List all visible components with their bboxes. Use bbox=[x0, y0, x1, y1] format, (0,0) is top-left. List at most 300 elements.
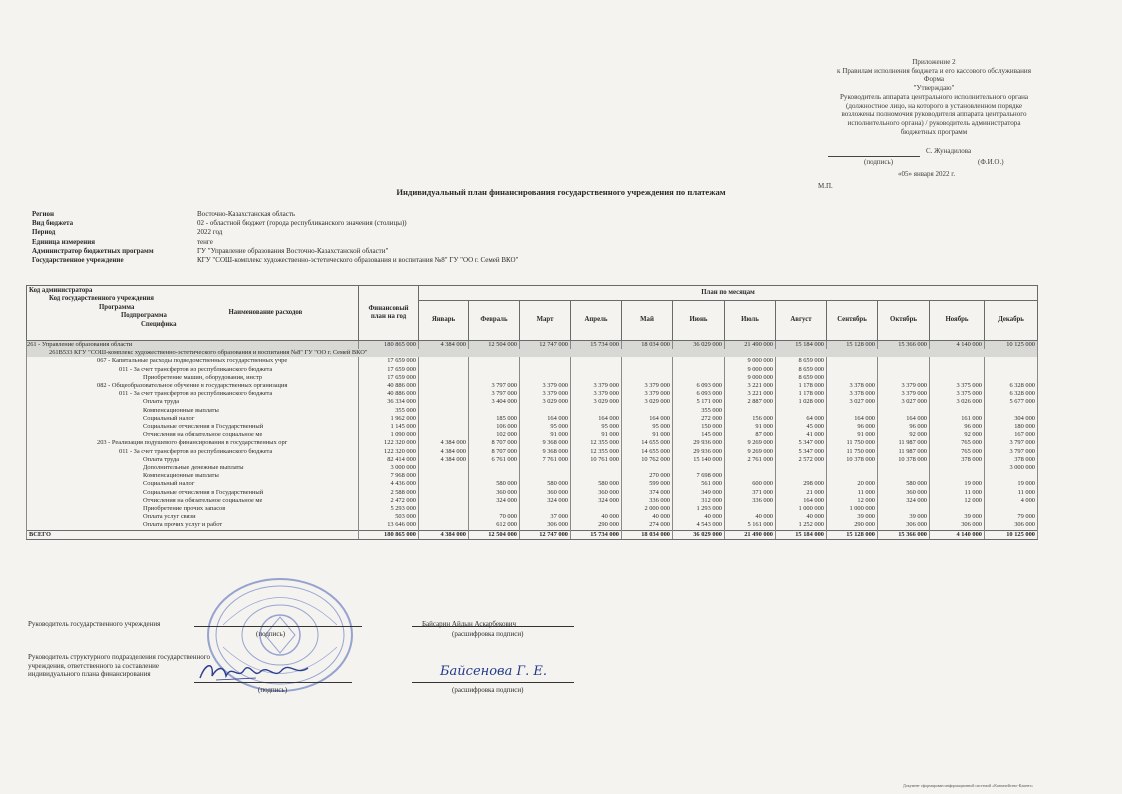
row-month-value bbox=[930, 407, 985, 415]
row-month-value bbox=[571, 407, 622, 415]
row-month-value: 3 797 000 bbox=[985, 439, 1038, 447]
row-month-value: 360 000 bbox=[878, 489, 930, 497]
row-month-value: 21 490 000 bbox=[725, 341, 776, 350]
row-month-value: 612 000 bbox=[469, 521, 520, 530]
row-month-value: 96 000 bbox=[878, 423, 930, 431]
row-month-value: 45 000 bbox=[776, 423, 827, 431]
table-row bbox=[27, 472, 1038, 480]
row-month-value: 7 698 000 bbox=[673, 472, 725, 480]
row-month-value: 3 029 000 bbox=[571, 398, 622, 406]
row-month-value: 378 000 bbox=[930, 456, 985, 464]
row-month-value: 306 000 bbox=[930, 521, 985, 530]
month-header: Январь bbox=[419, 301, 469, 341]
row-month-value: 290 000 bbox=[827, 521, 878, 530]
row-year-plan: 2 472 000 bbox=[359, 497, 419, 505]
row-month-value bbox=[622, 366, 673, 374]
total-month-value: 4 140 000 bbox=[930, 530, 985, 539]
row-month-value bbox=[985, 366, 1038, 374]
row-month-value bbox=[827, 464, 878, 472]
row-month-value: 324 000 bbox=[878, 497, 930, 505]
row-label: 261 - Управление образования области bbox=[27, 341, 359, 350]
row-month-value: 3 029 000 bbox=[520, 398, 571, 406]
row-month-value bbox=[673, 366, 725, 374]
row-month-value: 1 000 000 bbox=[827, 505, 878, 513]
plan-header: Финансовый план на год bbox=[359, 286, 419, 341]
row-label: Оплата труда bbox=[27, 456, 359, 464]
row-month-value: 3 378 000 bbox=[827, 390, 878, 398]
row-month-value: 290 000 bbox=[571, 521, 622, 530]
table-row bbox=[27, 513, 1038, 521]
row-month-value: 336 000 bbox=[725, 497, 776, 505]
row-month-value: 1 293 000 bbox=[673, 505, 725, 513]
row-month-value bbox=[419, 382, 469, 390]
row-month-value: 3 026 000 bbox=[930, 398, 985, 406]
row-month-value: 4 543 000 bbox=[673, 521, 725, 530]
row-month-value: 306 000 bbox=[878, 521, 930, 530]
row-month-value: 11 987 000 bbox=[878, 439, 930, 447]
sub-label-line: учреждения, ответственного за составление bbox=[28, 661, 159, 670]
row-month-value: 164 000 bbox=[622, 415, 673, 423]
row-month-value: 11 987 000 bbox=[878, 448, 930, 456]
row-month-value bbox=[419, 407, 469, 415]
row-month-value: 64 000 bbox=[776, 415, 827, 423]
month-header: Июнь bbox=[673, 301, 725, 341]
row-month-value bbox=[622, 464, 673, 472]
row-month-value: 20 000 bbox=[827, 480, 878, 488]
row-month-value: 270 000 bbox=[622, 472, 673, 480]
row-month-value bbox=[622, 407, 673, 415]
row-month-value: 8 707 000 bbox=[469, 439, 520, 447]
row-month-value: 580 000 bbox=[571, 480, 622, 488]
month-header: Ноябрь bbox=[930, 301, 985, 341]
row-month-value: 12 000 bbox=[930, 497, 985, 505]
row-month-value: 164 000 bbox=[571, 415, 622, 423]
row-month-value bbox=[520, 505, 571, 513]
row-month-value bbox=[419, 431, 469, 439]
row-month-value bbox=[985, 374, 1038, 382]
row-month-value bbox=[469, 505, 520, 513]
row-month-value bbox=[878, 472, 930, 480]
row-label: 203 - Реализация подушевого финансирования в государственных орг bbox=[27, 439, 359, 447]
row-month-value: 40 000 bbox=[725, 513, 776, 521]
row-month-value: 3 378 000 bbox=[827, 382, 878, 390]
row-label: Социальный налог bbox=[27, 415, 359, 423]
row-month-value: 156 000 bbox=[725, 415, 776, 423]
approval-signature-line bbox=[828, 147, 1028, 166]
row-month-value: 3 027 000 bbox=[827, 398, 878, 406]
row-month-value bbox=[419, 505, 469, 513]
row-label: Дополнительные денежные выплаты bbox=[27, 464, 359, 472]
row-month-value: 355 000 bbox=[673, 407, 725, 415]
row-month-value: 15 366 000 bbox=[878, 341, 930, 350]
code-header-line: Код государственного учреждения bbox=[49, 295, 154, 303]
row-month-value: 9 269 000 bbox=[725, 448, 776, 456]
info-label: Государственное учреждение bbox=[32, 256, 124, 265]
row-month-value bbox=[571, 464, 622, 472]
row-month-value bbox=[878, 407, 930, 415]
row-month-value bbox=[878, 505, 930, 513]
row-month-value: 95 000 bbox=[622, 423, 673, 431]
row-month-value: 3 221 000 bbox=[725, 382, 776, 390]
table-row bbox=[27, 448, 1038, 456]
row-month-value bbox=[673, 357, 725, 365]
row-month-value bbox=[419, 513, 469, 521]
row-month-value: 5 347 000 bbox=[776, 448, 827, 456]
row-month-value: 14 655 000 bbox=[622, 439, 673, 447]
row-label: Оплата услуг связи bbox=[27, 513, 359, 521]
month-header: Февраль bbox=[469, 301, 520, 341]
row-month-value bbox=[520, 472, 571, 480]
row-month-value: 274 000 bbox=[622, 521, 673, 530]
row-year-plan: 3 000 000 bbox=[359, 464, 419, 472]
row-month-value bbox=[571, 374, 622, 382]
row-month-value: 70 000 bbox=[469, 513, 520, 521]
row-month-value: 39 000 bbox=[930, 513, 985, 521]
row-month-value bbox=[827, 407, 878, 415]
table-row bbox=[27, 374, 1038, 382]
row-month-value bbox=[878, 357, 930, 365]
approval-date: «05» января 2022 г. bbox=[898, 170, 956, 178]
row-month-value bbox=[827, 472, 878, 480]
row-month-value bbox=[673, 464, 725, 472]
row-month-value bbox=[571, 357, 622, 365]
sub-label-line: индивидуального плана финансирования bbox=[28, 670, 151, 679]
table-row bbox=[27, 431, 1038, 439]
row-year-plan: 13 646 000 bbox=[359, 521, 419, 530]
row-month-value: 3 797 000 bbox=[469, 382, 520, 390]
row-month-value: 15 734 000 bbox=[571, 341, 622, 350]
row-month-value: 360 000 bbox=[520, 489, 571, 497]
row-year-plan: 40 886 000 bbox=[359, 390, 419, 398]
row-month-value bbox=[469, 407, 520, 415]
row-label: 011 - За счет трансфертов из республиканского бюджета bbox=[27, 448, 359, 456]
row-month-value: 40 000 bbox=[673, 513, 725, 521]
footer-note: Документ сформирован информационной системой «Казначейство-Клиент» bbox=[903, 783, 1034, 788]
row-month-value: 4 140 000 bbox=[930, 341, 985, 350]
row-month-value bbox=[985, 357, 1038, 365]
info-value: 2022 год bbox=[197, 228, 223, 237]
row-month-value: 324 000 bbox=[571, 497, 622, 505]
row-month-value: 10 762 000 bbox=[622, 456, 673, 464]
info-row bbox=[32, 228, 518, 237]
row-month-value bbox=[419, 497, 469, 505]
row-month-value: 36 029 000 bbox=[673, 341, 725, 350]
row-month-value: 2 000 000 bbox=[622, 505, 673, 513]
row-month-value bbox=[419, 489, 469, 497]
row-year-plan: 1 962 000 bbox=[359, 415, 419, 423]
row-month-value: 3 221 000 bbox=[725, 390, 776, 398]
approval-line: Приложение 2 bbox=[912, 58, 956, 66]
row-month-value: 92 000 bbox=[930, 431, 985, 439]
row-month-value bbox=[622, 357, 673, 365]
approval-block bbox=[818, 58, 1050, 136]
row-month-value bbox=[571, 472, 622, 480]
row-month-value: 41 000 bbox=[776, 431, 827, 439]
row-month-value bbox=[469, 472, 520, 480]
table-row bbox=[27, 415, 1038, 423]
row-year-plan: 122 320 000 bbox=[359, 448, 419, 456]
row-month-value: 3 375 000 bbox=[930, 382, 985, 390]
head-name-hint: (расшифровка подписи) bbox=[452, 630, 524, 638]
row-month-value bbox=[419, 398, 469, 406]
month-header: Декабрь bbox=[985, 301, 1038, 341]
info-row bbox=[32, 256, 518, 265]
row-month-value: 164 000 bbox=[776, 497, 827, 505]
row-month-value bbox=[725, 464, 776, 472]
row-month-value bbox=[469, 366, 520, 374]
row-month-value bbox=[520, 366, 571, 374]
row-month-value: 15 184 000 bbox=[776, 341, 827, 350]
row-label: Оплата труда bbox=[27, 398, 359, 406]
row-month-value: 91 000 bbox=[622, 431, 673, 439]
total-month-value: 10 125 000 bbox=[985, 530, 1038, 539]
sub-name-line bbox=[412, 682, 574, 683]
row-month-value: 1 252 000 bbox=[776, 521, 827, 530]
row-month-value: 39 000 bbox=[827, 513, 878, 521]
row-month-value bbox=[725, 407, 776, 415]
row-label: 082 - Общеобразовательное обучение в государственных организация bbox=[27, 382, 359, 390]
month-header: Октябрь bbox=[878, 301, 930, 341]
row-month-value bbox=[878, 374, 930, 382]
row-month-value: 92 000 bbox=[878, 431, 930, 439]
row-month-value: 599 000 bbox=[622, 480, 673, 488]
row-month-value: 9 000 000 bbox=[725, 357, 776, 365]
row-month-value: 91 000 bbox=[520, 431, 571, 439]
row-month-value: 378 000 bbox=[985, 456, 1038, 464]
total-month-value: 12 747 000 bbox=[520, 530, 571, 539]
row-month-value bbox=[419, 390, 469, 398]
row-month-value: 3 379 000 bbox=[520, 390, 571, 398]
row-label: 261B533 КГУ "СОШ-комплекс художественно-эстетического образования и воспитания №8" ГУ "ОО г. Семей ВКО" bbox=[27, 349, 1038, 357]
row-month-value bbox=[419, 521, 469, 530]
row-month-value bbox=[985, 505, 1038, 513]
row-month-value: 5 161 000 bbox=[725, 521, 776, 530]
approval-line: "Утверждаю" bbox=[913, 84, 955, 93]
row-month-value: 11 000 bbox=[930, 489, 985, 497]
approval-line: возложены полномочия руководителя аппарата центрального bbox=[841, 110, 1027, 119]
row-month-value: 8 659 000 bbox=[776, 357, 827, 365]
row-month-value: 4 384 000 bbox=[419, 448, 469, 456]
row-month-value: 360 000 bbox=[469, 489, 520, 497]
sub-signature-label bbox=[28, 653, 210, 679]
row-month-value: 1 028 000 bbox=[776, 398, 827, 406]
row-month-value bbox=[419, 480, 469, 488]
row-month-value: 2 761 000 bbox=[725, 456, 776, 464]
row-month-value: 39 000 bbox=[878, 513, 930, 521]
financing-table bbox=[26, 285, 1038, 540]
table-row bbox=[27, 439, 1038, 447]
row-month-value: 7 761 000 bbox=[520, 456, 571, 464]
row-month-value: 3 379 000 bbox=[571, 382, 622, 390]
row-month-value: 91 000 bbox=[571, 431, 622, 439]
info-label: Администратор бюджетных программ bbox=[32, 246, 154, 255]
row-month-value: 19 000 bbox=[985, 480, 1038, 488]
row-month-value: 336 000 bbox=[622, 497, 673, 505]
row-month-value bbox=[930, 472, 985, 480]
row-month-value: 91 000 bbox=[725, 423, 776, 431]
row-month-value bbox=[622, 374, 673, 382]
code-header-line: Подпрограмма bbox=[121, 312, 167, 320]
row-month-value: 4 384 000 bbox=[419, 456, 469, 464]
row-label: Компенсационные выплаты bbox=[27, 407, 359, 415]
row-month-value: 12 504 000 bbox=[469, 341, 520, 350]
row-month-value: 164 000 bbox=[878, 415, 930, 423]
total-label: ВСЕГО bbox=[27, 530, 359, 539]
sub-name-hint: (расшифровка подписи) bbox=[452, 686, 524, 694]
row-month-value: 96 000 bbox=[827, 423, 878, 431]
row-month-value: 2 572 000 bbox=[776, 456, 827, 464]
approval-fio-hint: (Ф.И.О.) bbox=[978, 158, 1004, 166]
row-month-value: 10 761 000 bbox=[571, 456, 622, 464]
row-label: Отчисления на обязательное социальное ме bbox=[27, 497, 359, 505]
row-month-value bbox=[930, 357, 985, 365]
table-row bbox=[27, 489, 1038, 497]
code-header-line: Специфика bbox=[141, 320, 177, 328]
row-month-value: 3 027 000 bbox=[878, 398, 930, 406]
row-month-value: 9 269 000 bbox=[725, 439, 776, 447]
row-year-plan: 503 000 bbox=[359, 513, 419, 521]
row-label: 067 - Капитальные расходы подведомственных государственных учре bbox=[27, 357, 359, 365]
row-month-value: 18 034 000 bbox=[622, 341, 673, 350]
row-month-value: 106 000 bbox=[469, 423, 520, 431]
row-month-value bbox=[419, 472, 469, 480]
info-label: Период bbox=[32, 228, 56, 237]
row-month-value: 765 000 bbox=[930, 439, 985, 447]
row-month-value: 4 384 000 bbox=[419, 341, 469, 350]
row-month-value: 12 747 000 bbox=[520, 341, 571, 350]
row-month-value: 561 000 bbox=[673, 480, 725, 488]
row-month-value: 11 750 000 bbox=[827, 439, 878, 447]
info-label: Регион bbox=[32, 210, 55, 218]
row-month-value: 5 347 000 bbox=[776, 439, 827, 447]
total-month-value: 12 504 000 bbox=[469, 530, 520, 539]
row-year-plan: 1 145 000 bbox=[359, 423, 419, 431]
row-month-value bbox=[930, 464, 985, 472]
row-month-value: 371 000 bbox=[725, 489, 776, 497]
row-month-value bbox=[419, 357, 469, 365]
row-month-value: 5 677 000 bbox=[985, 398, 1038, 406]
row-month-value: 3 797 000 bbox=[469, 390, 520, 398]
row-month-value: 180 000 bbox=[985, 423, 1038, 431]
row-month-value: 3 379 000 bbox=[878, 382, 930, 390]
row-month-value: 5 171 000 bbox=[673, 398, 725, 406]
row-month-value: 21 000 bbox=[776, 489, 827, 497]
row-month-value: 9 368 000 bbox=[520, 448, 571, 456]
row-month-value: 37 000 bbox=[520, 513, 571, 521]
row-month-value: 164 000 bbox=[520, 415, 571, 423]
row-month-value: 1 178 000 bbox=[776, 390, 827, 398]
row-month-value: 15 140 000 bbox=[673, 456, 725, 464]
row-month-value: 600 000 bbox=[725, 480, 776, 488]
total-month-value: 21 490 000 bbox=[725, 530, 776, 539]
row-label: Социальные отчисления в Государственный bbox=[27, 423, 359, 431]
row-year-plan: 4 436 000 bbox=[359, 480, 419, 488]
row-month-value: 580 000 bbox=[520, 480, 571, 488]
row-month-value: 12 355 000 bbox=[571, 448, 622, 456]
row-label: 011 - За счет трансфертов из республиканского бюджета bbox=[27, 366, 359, 374]
row-month-value: 3 379 000 bbox=[878, 390, 930, 398]
row-month-value bbox=[930, 366, 985, 374]
row-month-value: 11 000 bbox=[827, 489, 878, 497]
row-year-plan: 40 886 000 bbox=[359, 382, 419, 390]
head-name: Байсарин Айдын Аскарбекович bbox=[422, 620, 517, 628]
info-row bbox=[32, 210, 518, 219]
row-month-value: 298 000 bbox=[776, 480, 827, 488]
code-header-lines bbox=[29, 287, 221, 329]
row-month-value bbox=[469, 357, 520, 365]
head-signature-label: Руководитель государственного учреждения bbox=[28, 620, 161, 628]
row-year-plan: 36 334 000 bbox=[359, 398, 419, 406]
row-month-value bbox=[520, 374, 571, 382]
row-month-value: 29 936 000 bbox=[673, 448, 725, 456]
approval-line: к Правилам исполнения бюджета и его кассового обслуживания bbox=[837, 66, 1031, 75]
months-header: План по месяцам bbox=[419, 286, 1038, 301]
row-month-value: 12 000 bbox=[827, 497, 878, 505]
row-month-value bbox=[776, 464, 827, 472]
row-year-plan: 2 588 000 bbox=[359, 489, 419, 497]
code-header-line: Программа bbox=[99, 303, 135, 311]
row-month-value: 9 000 000 bbox=[725, 366, 776, 374]
row-month-value: 580 000 bbox=[878, 480, 930, 488]
total-month-value: 15 366 000 bbox=[878, 530, 930, 539]
row-month-value: 306 000 bbox=[520, 521, 571, 530]
row-month-value bbox=[985, 472, 1038, 480]
row-month-value: 6 328 000 bbox=[985, 390, 1038, 398]
row-month-value: 102 000 bbox=[469, 431, 520, 439]
table-row bbox=[27, 349, 1038, 357]
row-month-value: 29 936 000 bbox=[673, 439, 725, 447]
row-month-value: 304 000 bbox=[985, 415, 1038, 423]
info-value: Восточно-Казахстанская область bbox=[197, 210, 296, 218]
info-row bbox=[32, 238, 518, 247]
total-month-value: 18 034 000 bbox=[622, 530, 673, 539]
row-month-value bbox=[725, 472, 776, 480]
row-month-value: 164 000 bbox=[827, 415, 878, 423]
row-month-value: 145 000 bbox=[673, 431, 725, 439]
row-month-value: 95 000 bbox=[571, 423, 622, 431]
row-month-value: 349 000 bbox=[673, 489, 725, 497]
total-month-value: 15 734 000 bbox=[571, 530, 622, 539]
info-row bbox=[32, 219, 518, 228]
month-header: Апрель bbox=[571, 301, 622, 341]
row-year-plan: 17 659 000 bbox=[359, 357, 419, 365]
row-month-value: 3 379 000 bbox=[622, 382, 673, 390]
sub-sign-hint: (подпись) bbox=[258, 686, 288, 694]
table-row bbox=[27, 464, 1038, 472]
row-month-value: 312 000 bbox=[673, 497, 725, 505]
table-row bbox=[27, 357, 1038, 365]
row-month-value: 19 000 bbox=[930, 480, 985, 488]
row-year-plan: 7 968 000 bbox=[359, 472, 419, 480]
info-value: КГУ "СОШ-комплекс художественно-эстетического образования и воспитания №8" ГУ "ОО г. Семей ВКО" bbox=[197, 256, 519, 265]
row-label: Приобретение машин, оборудования, инстр bbox=[27, 374, 359, 382]
info-row bbox=[32, 247, 518, 256]
row-month-value: 8 659 000 bbox=[776, 374, 827, 382]
row-month-value: 3 404 000 bbox=[469, 398, 520, 406]
row-month-value: 8 659 000 bbox=[776, 366, 827, 374]
row-year-plan: 122 320 000 bbox=[359, 439, 419, 447]
sub-label-line: Руководитель структурного подразделения государственного bbox=[28, 653, 210, 661]
row-month-value bbox=[725, 505, 776, 513]
approval-signer-name: С. Жунадилова bbox=[926, 147, 972, 155]
code-header bbox=[27, 286, 223, 341]
row-month-value bbox=[930, 374, 985, 382]
row-label: Компенсационные выплаты bbox=[27, 472, 359, 480]
table-row bbox=[27, 497, 1038, 505]
month-header: Сентябрь bbox=[827, 301, 878, 341]
total-month-value: 36 029 000 bbox=[673, 530, 725, 539]
row-month-value: 150 000 bbox=[673, 423, 725, 431]
